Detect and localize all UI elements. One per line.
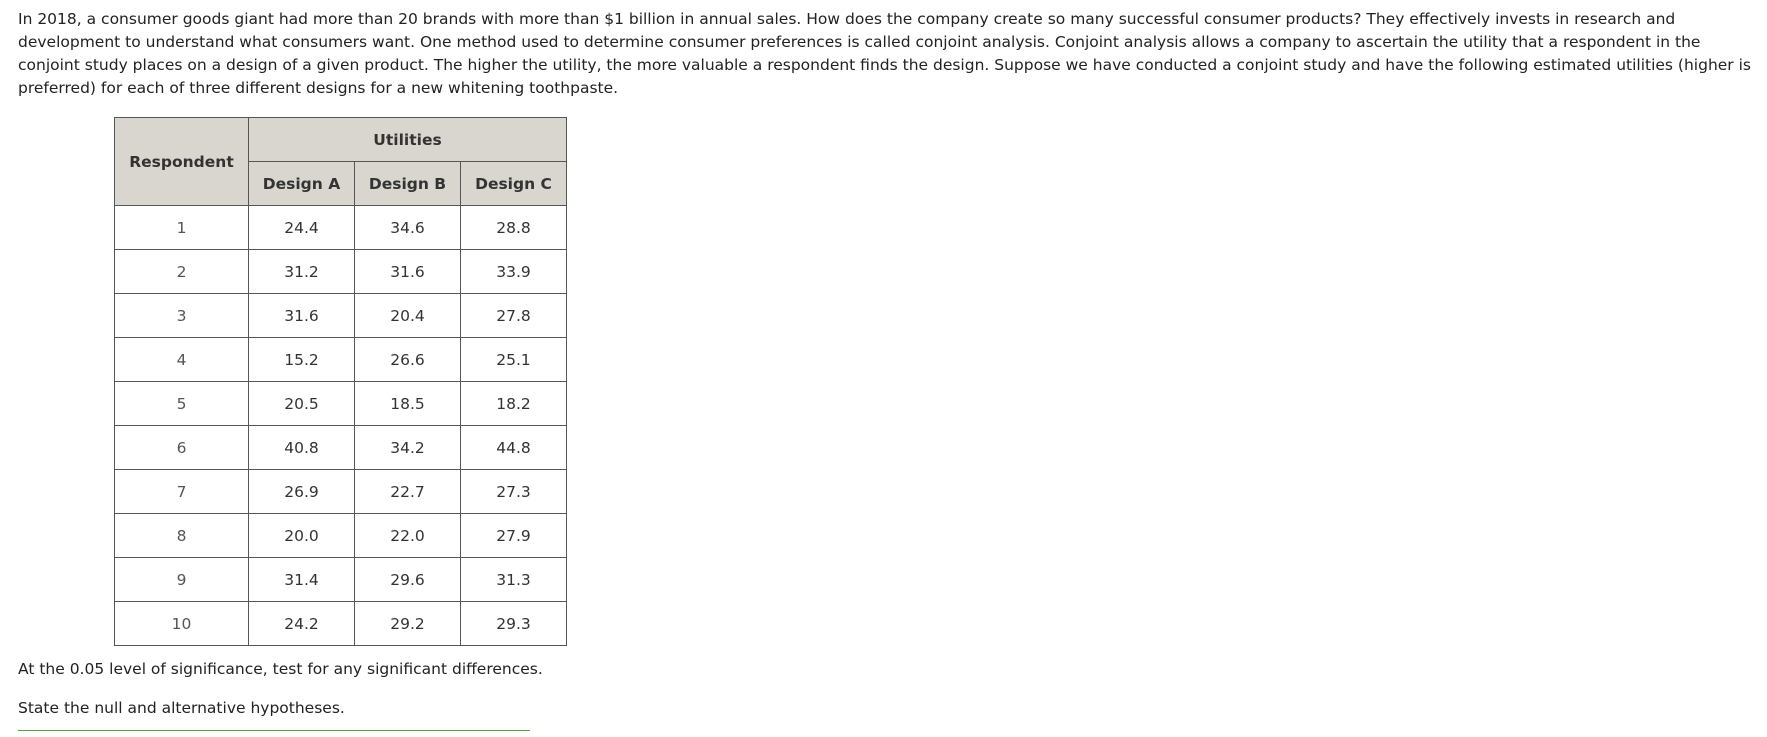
design-a-cell: 31.2 xyxy=(249,250,355,294)
respondent-cell: 9 xyxy=(115,558,249,602)
design-c-cell: 29.3 xyxy=(461,602,567,646)
utilities-group-header: Utilities xyxy=(249,118,567,162)
respondent-cell: 2 xyxy=(115,250,249,294)
table-row xyxy=(115,470,567,514)
problem-intro-text: In 2018, a consumer goods giant had more than 20 brands with more than $1 billion in annual sales. How does the company create so many successful consumer products? They effectively invests in research and development to understand what consumers want. One method used to determine consumer preferences is called conjoint analysis. Conjoint analysis allows a company to ascertain the utility that a respondent in the conjoint study places on a design of a given product. The higher the utility, the more valuable a respondent finds the design. Suppose we have conducted a conjoint study and have the following estimated utilities (higher is preferred) for each of three different designs for a new whitening toothpaste. xyxy=(18,10,1751,97)
table-body xyxy=(115,206,567,646)
design-c-cell: 44.8 xyxy=(461,426,567,470)
table-row xyxy=(115,426,567,470)
design-c-cell: 18.2 xyxy=(461,382,567,426)
design-a-cell: 15.2 xyxy=(249,338,355,382)
instruction-text: State the null and alternative hypotheses. xyxy=(18,699,345,717)
table-row xyxy=(115,382,567,426)
design-a-cell: 40.8 xyxy=(249,426,355,470)
question-text: At the 0.05 level of significance, test for any significant differences. xyxy=(18,660,543,678)
design-b-cell: 29.6 xyxy=(355,558,461,602)
design-c-cell: 31.3 xyxy=(461,558,567,602)
design-b-cell: 34.6 xyxy=(355,206,461,250)
table-header-row xyxy=(115,118,567,162)
table-row xyxy=(115,294,567,338)
respondent-cell: 3 xyxy=(115,294,249,338)
table-row xyxy=(115,602,567,646)
design-c-cell: 27.9 xyxy=(461,514,567,558)
design-a-cell: 31.4 xyxy=(249,558,355,602)
design-a-cell: 26.9 xyxy=(249,470,355,514)
utilities-table xyxy=(114,117,567,646)
design-c-cell: 33.9 xyxy=(461,250,567,294)
respondent-cell: 8 xyxy=(115,514,249,558)
answer-divider xyxy=(18,730,530,731)
respondent-cell: 1 xyxy=(115,206,249,250)
respondent-cell: 6 xyxy=(115,426,249,470)
respondent-cell: 10 xyxy=(115,602,249,646)
utilities-table-container xyxy=(114,117,567,646)
design-a-header: Design A xyxy=(249,162,355,206)
design-b-cell: 26.6 xyxy=(355,338,461,382)
design-b-cell: 34.2 xyxy=(355,426,461,470)
table-row xyxy=(115,206,567,250)
design-b-cell: 22.0 xyxy=(355,514,461,558)
design-a-cell: 20.5 xyxy=(249,382,355,426)
design-a-cell: 31.6 xyxy=(249,294,355,338)
design-b-cell: 18.5 xyxy=(355,382,461,426)
design-b-header: Design B xyxy=(355,162,461,206)
table-row xyxy=(115,514,567,558)
design-c-header: Design C xyxy=(461,162,567,206)
table-row xyxy=(115,558,567,602)
design-c-cell: 25.1 xyxy=(461,338,567,382)
design-b-cell: 22.7 xyxy=(355,470,461,514)
design-a-cell: 24.4 xyxy=(249,206,355,250)
respondent-header: Respondent xyxy=(115,118,249,206)
respondent-cell: 7 xyxy=(115,470,249,514)
table-row xyxy=(115,338,567,382)
design-b-cell: 31.6 xyxy=(355,250,461,294)
design-c-cell: 27.3 xyxy=(461,470,567,514)
design-a-cell: 20.0 xyxy=(249,514,355,558)
design-b-cell: 20.4 xyxy=(355,294,461,338)
respondent-cell: 4 xyxy=(115,338,249,382)
design-c-cell: 27.8 xyxy=(461,294,567,338)
design-c-cell: 28.8 xyxy=(461,206,567,250)
design-b-cell: 29.2 xyxy=(355,602,461,646)
table-row xyxy=(115,250,567,294)
respondent-cell: 5 xyxy=(115,382,249,426)
design-a-cell: 24.2 xyxy=(249,602,355,646)
